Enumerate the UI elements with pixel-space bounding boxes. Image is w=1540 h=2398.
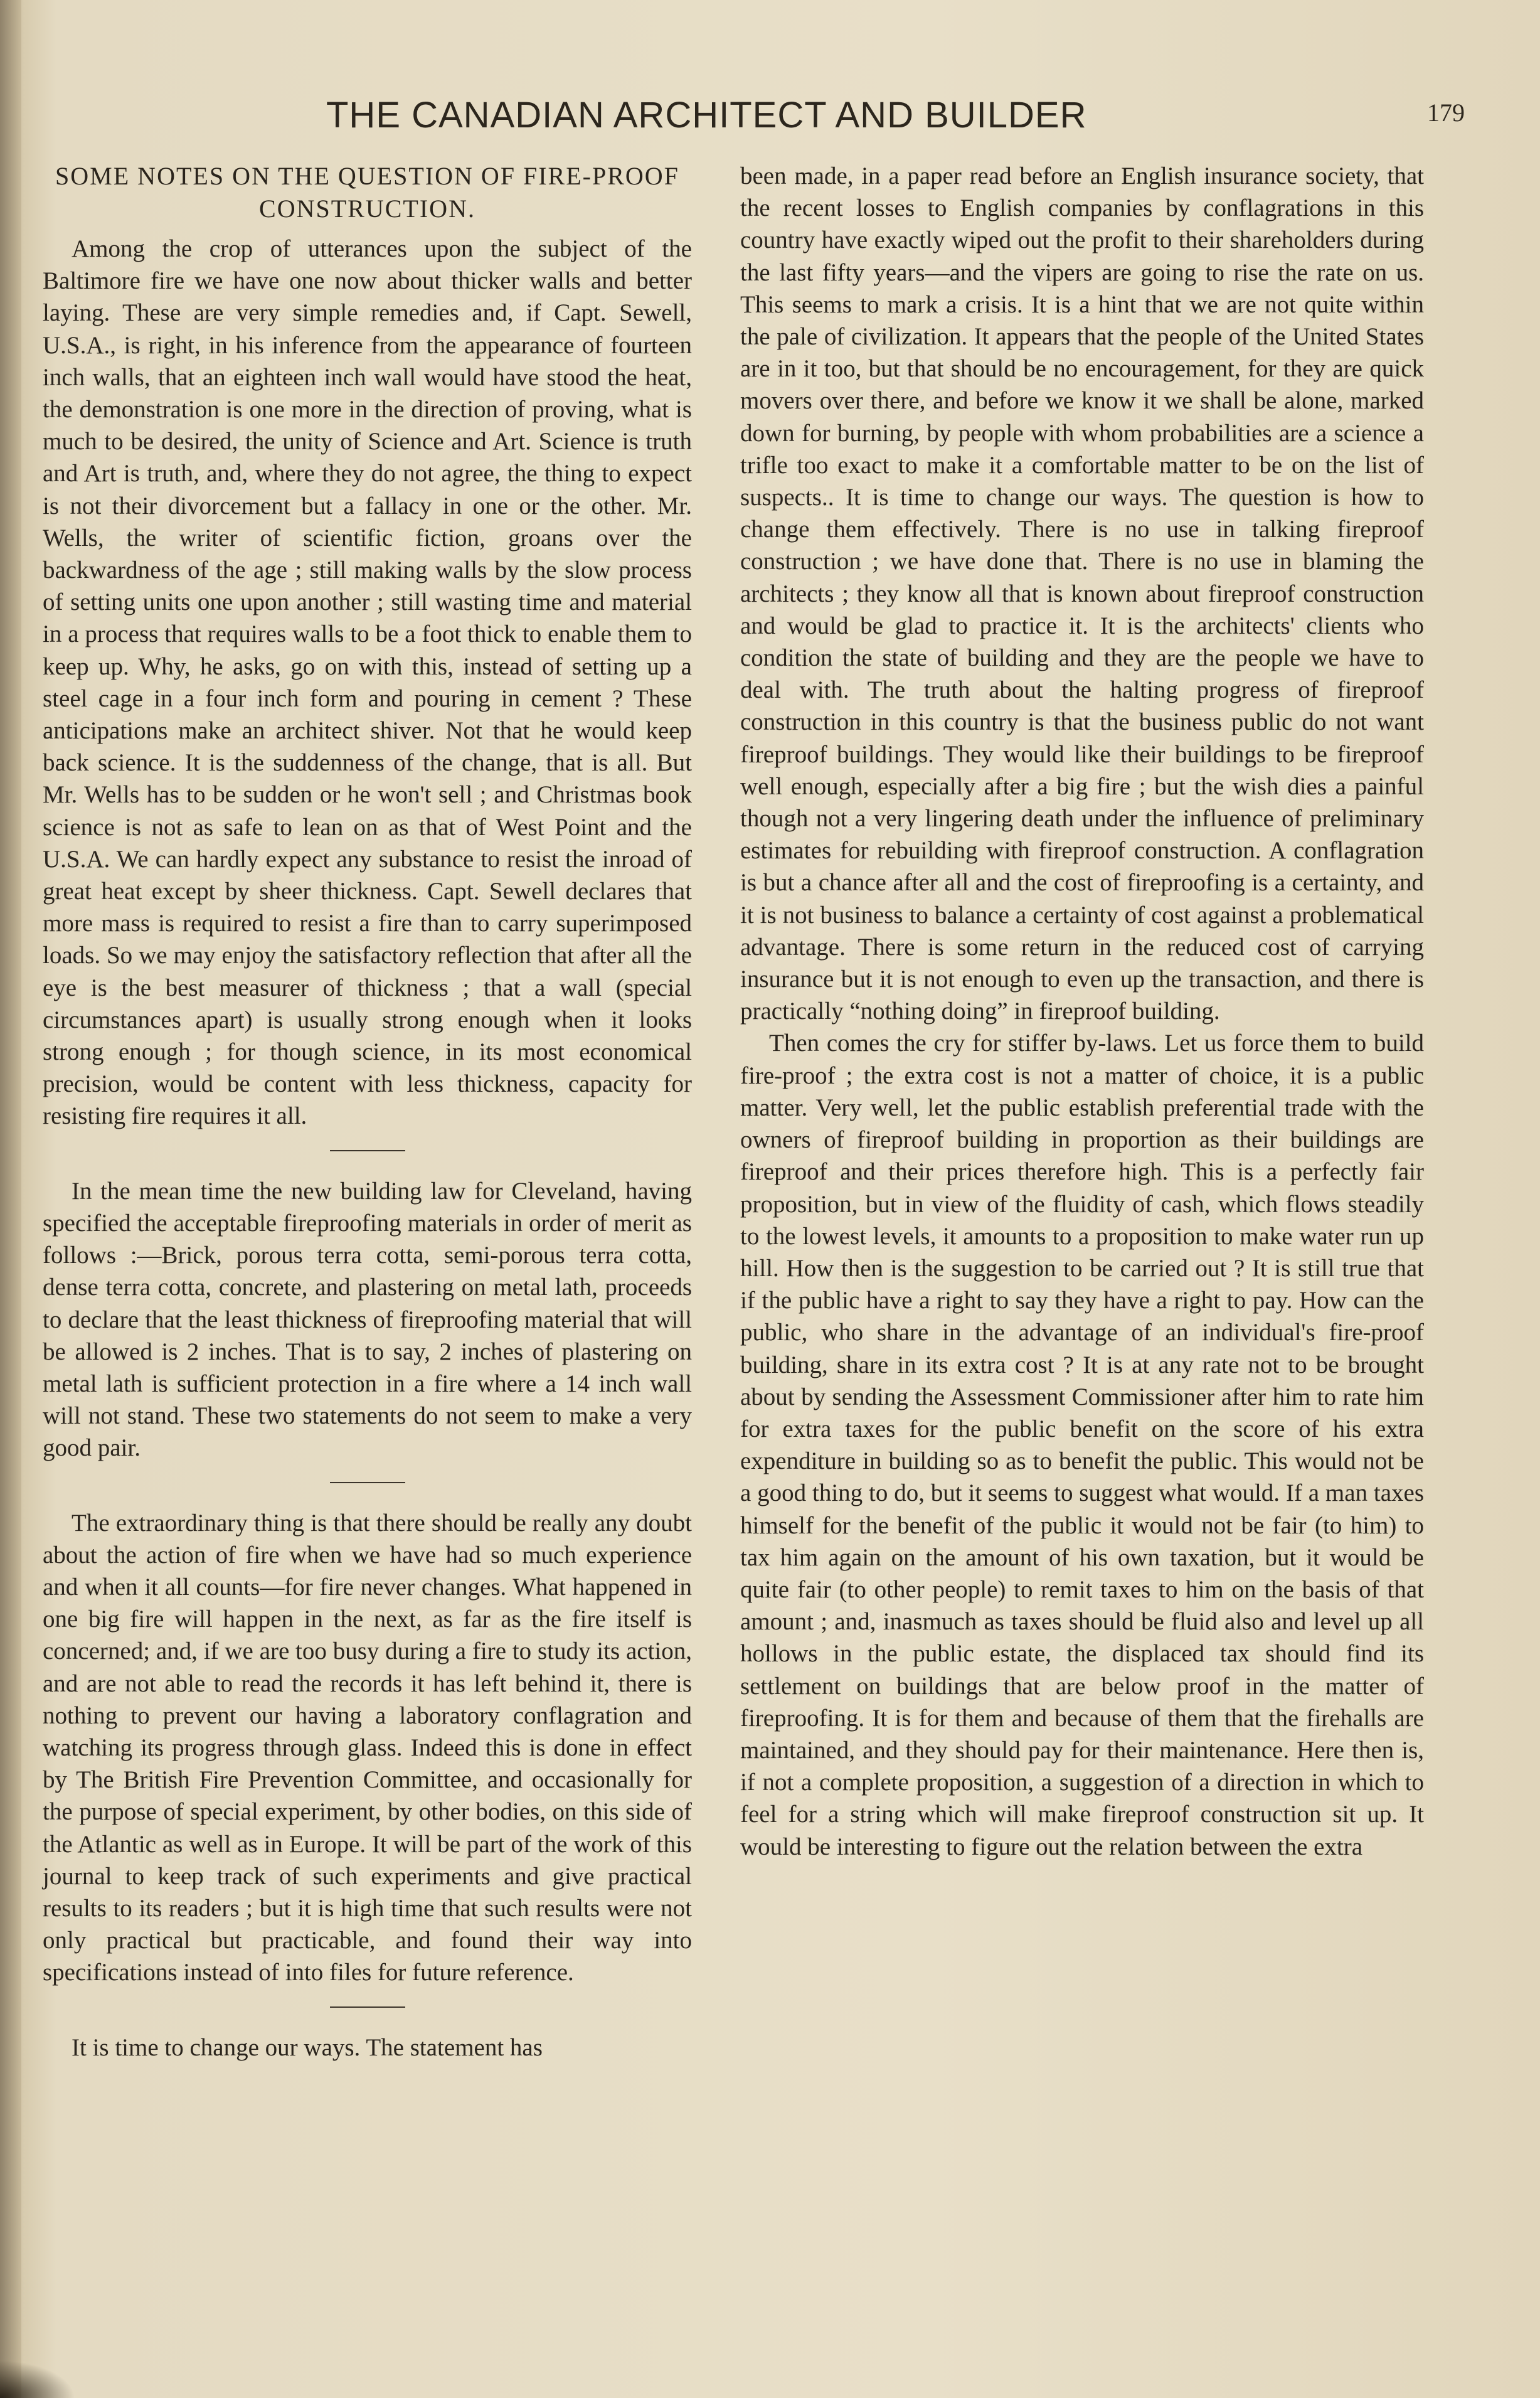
page-number: 179: [1427, 99, 1465, 127]
paragraph: been made, in a paper read before an English insurance society, that the recent losses to English companies by conflagrations in this country have exactly wiped out the profit to their shareholders during the last fifty years—and the vipers are going to rise the rate on us. This seems to mark a crisis. It is a hint that we are not quite within the pale of civilization. It appears that the people of the United States are in it too, but that should be no encouragement, for they are quick movers over there, and before we know it we shall be alone, marked down for burning, by people with whom probabilities are a science a trifle too exact to make it a comfortable matter to be on the list of suspects.. It is time to change our ways. The question is how to change them effectively. There is no use in talking fireproof construction ; we have done that. There is no use in blaming the architects ; they know all that is known about fireproof construction and would be glad to practice it. It is the architects' clients who condition the state of building and they are the people we have to deal with. The truth about the halting progress of fireproof construction in this country is that the business public do not want fireproof buildings. They would like their buildings to be fireproof well enough, especially after a big fire ; but the wish dies a painful though not a very lingering death under the influence of preliminary estimates for rebuilding with fireproof construction. A conflagration is but a chance after all and the cost of fireproofing is a certainty, and it is not business to balance a certainty of cost against a problematical advantage. There is some return in the reduced cost of carrying insurance but it is not enough to even up the transaction, and there is practically “nothing doing” in fireproof building.: [740, 163, 1424, 1025]
page-binding-edge: [0, 0, 21, 2398]
right-column: [740, 160, 1424, 1863]
left-column: [43, 160, 692, 2064]
section-divider: [330, 2006, 405, 2008]
paragraph: The extraordinary thing is that there should be really any doubt about the action of fire when we have had so much experience and when it all counts—for fire never changes. What happened in one big fire will happen in the next, as far as the fire itself is concerned; and, if we are too busy during a fire to study its action, and are not able to read the records it has left behind it, there is nothing to prevent our having a laboratory conflagration and watching its progress through glass. Indeed this is done in effect by The British Fire Prevention Committee, and occasionally for the purpose of special experiment, by other bodies, on this side of the Atlantic as well as in Europe. It will be part of the work of this journal to keep track of such experiments and give practical results to its readers ; but it is high time that such results were not only practical but practicable, and found their way into specifications instead of into files for future reference.: [43, 1509, 692, 1986]
article-title: SOME NOTES ON THE QUESTION OF FIRE-PROOF CONSTRUCTION.: [55, 162, 679, 223]
running-header: [94, 94, 1465, 144]
paragraph: In the mean time the new building law for Cleveland, having specified the acceptable fireproofing materials in order of merit as follows :—Brick, porous terra cotta, semi-porous terra cotta, dense terra cotta, concrete, and plastering on metal lath, proceeds to declare that the least thickness of fireproofing material that will be allowed is 2 inches. That is to say, 2 inches of plastering on metal lath is sufficient protection in a fire where a 14 inch wall will not stand. These two statements do not seem to make a very good pair.: [43, 1177, 692, 1462]
paragraph: Among the crop of utterances upon the subject of the Baltimore fire we have one now about thicker walls and better laying. These are very simple remedies and, if Capt. Sewell, U.S.A., is right, in his inference from the appearance of fourteen inch walls, that an eighteen inch wall would have stood the heat, the demonstration is one more in the direction of proving, what is much to be desired, the unity of Science and Art. Science is truth and Art is truth, and, where they do not agree, the thing to expect is not their divorcement but a fallacy in one or the other. Mr. Wells, the writer of scientific fiction, groans over the backwardness of the age ; still making walls by the slow process of setting units one upon another ; still wasting time and material in a process that requires walls to be a foot thick to enable them to keep up. Why, he asks, go on with this, instead of setting up a steel cage in a four inch form and pouring in cement ? These anticipations make an architect shiver. Not that he would keep back science. It is the suddenness of the change, that is all. But Mr. Wells has to be sudden or he won't sell ; and Christmas book science is not as safe to lean on as that of West Point and the U.S.A. We can hardly expect any substance to resist the inroad of great heat except by sheer thickness. Capt. Sewell declares that more mass is required to resist a fire than to carry superimposed loads. So we may enjoy the satisfactory reflection that after all the eye is the best measurer of thickness ; that a wall (special circumstances apart) is usually strong enough when it looks strong enough ; for though science, in its most economical precision, would be content with less thickness, capacity for resisting fire requires it all.: [43, 235, 692, 1130]
section-divider: [330, 1482, 405, 1483]
corner-shadow: [0, 2360, 75, 2398]
paragraph: It is time to change our ways. The statement has: [72, 2033, 543, 2061]
journal-title: THE CANADIAN ARCHITECT AND BUILDER: [326, 95, 1087, 136]
section-divider: [330, 1150, 405, 1151]
paragraph: Then comes the cry for stiffer by-laws. Let us force them to build fire-proof ; the extra cost is not a matter of choice, it is a public matter. Very well, let the public establish preferential trade with the owners of fireproof building in proportion as their buildings are fireproof and their prices therefore high. This is a perfectly fair proposition, but in view of the fluidity of cash, which flows steadily to the lowest levels, it amounts to a proposition to make water run up hill. How then is the suggestion to be carried out ? It is still true that if the public have a right to say they have a right to pay. How can the public, who share in the advantage of an individual's fire-proof building, share in its extra cost ? It is at any rate not to be brought about by sending the Assessment Commissioner after him to rate him for extra taxes for the public benefit on the score of his extra expenditure in building so as to benefit the public. This would not be a good thing to do, but it seems to suggest what would. If a man taxes himself for the benefit of the public it would not be fair (to him) to tax him again on the amount of his own taxation, but it would be quite fair (to other people) to remit taxes to him on the basis of that amount ; and, inasmuch as taxes should be fluid also and level up all hollows in the public estate, the displaced tax should find its settlement on buildings that are below proof in the matter of fireproofing. It is for them and because of them that the firehalls are maintained, and they should pay for their maintenance. Here then is, if not a complete proposition, a suggestion of a direction in which to feel for a string which will make fireproof construction sit up. It would be interesting to figure out the relation between the extra: [740, 1030, 1424, 1860]
